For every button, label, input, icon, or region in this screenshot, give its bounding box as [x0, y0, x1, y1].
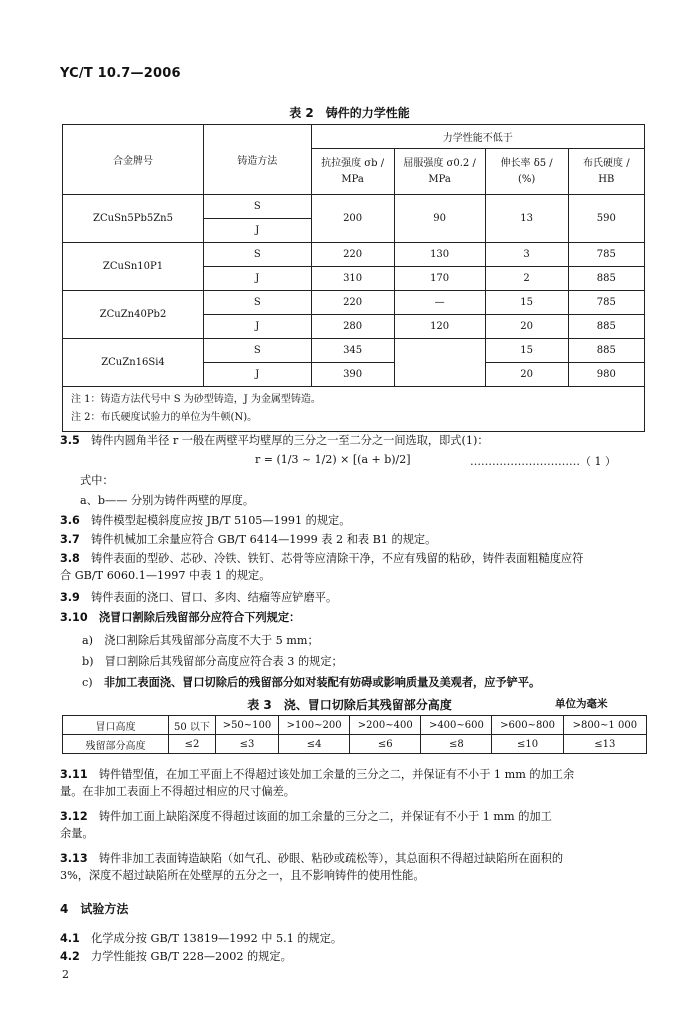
- alloy-cell: ZCuSn5Pb5Zn5: [63, 195, 204, 243]
- note-1: 注 1：铸造方法代号中 S 为砂型铸造，J 为金属型铸造。: [71, 394, 321, 405]
- hardness-cell: 885: [568, 315, 644, 339]
- clause-4-1: 4.1 化学成分按 GB/T 13819—1992 中 5.1 的规定。: [60, 932, 343, 945]
- list-item: c) 非加工表面浇、冒口切除后的残留部分如对装配有妨碍或影响质量及美观者，应予铲平。: [82, 676, 541, 689]
- note-2: 注 2：布氏硬度试验力的单位为牛顿(N)。: [71, 412, 258, 423]
- list-item: a) 浇口割除后其残留部分高度不大于 5 mm；: [82, 634, 319, 647]
- section-4-heading: 4 试验方法: [60, 902, 129, 916]
- where-label: 式中：: [80, 474, 114, 487]
- table-row: [63, 291, 645, 315]
- method-cell: S: [204, 291, 312, 315]
- method-cell: S: [204, 243, 312, 267]
- tensile-cell: 220: [311, 291, 394, 315]
- table-cell: >400~600: [421, 716, 492, 735]
- yield-cell: 170: [394, 267, 485, 291]
- header-hardness: 布氏硬度 / HB: [568, 149, 644, 195]
- tensile-cell: 390: [311, 363, 394, 387]
- yield-cell: 90: [394, 195, 485, 243]
- method-cell: S: [204, 195, 312, 219]
- method-cell: J: [204, 267, 312, 291]
- clause-3-7: 3.7 铸件机械加工余量应符合 GB/T 6414—1999 表 2 和表 B1 的规定。: [60, 533, 437, 546]
- clause-3-12: 3.12 铸件加工面上缺陷深度不得超过该面的加工余量的三分之二，并保证有不小于 1 mm 的加工 余量。: [60, 810, 552, 840]
- table2-title: 表 2 铸件的力学性能: [289, 106, 410, 120]
- yield-cell: [394, 339, 485, 387]
- table-row: [63, 195, 645, 219]
- yield-cell: 130: [394, 243, 485, 267]
- header-yield: 屈服强度 σ0.2 / MPa: [394, 149, 485, 195]
- table-cell: >800~1 000: [563, 716, 646, 735]
- table-cell: >600~800: [492, 716, 563, 735]
- page-number: 2: [62, 968, 69, 981]
- hardness-cell: 885: [568, 339, 644, 363]
- table-row: [63, 735, 647, 754]
- method-cell: J: [204, 363, 312, 387]
- elongation-cell: 15: [485, 339, 568, 363]
- hardness-cell: 785: [568, 291, 644, 315]
- alloy-cell: ZCuZn16Si4: [63, 339, 204, 387]
- clause-4-2: 4.2 力学性能按 GB/T 228—2002 的规定。: [60, 950, 292, 963]
- table3-title: 表 3 浇、冒口切除后其残留部分高度: [247, 698, 452, 712]
- table-cell: ≤2: [169, 735, 216, 754]
- hardness-cell: 590: [568, 195, 644, 243]
- header-alloy: 合金牌号: [63, 125, 204, 195]
- method-cell: J: [204, 315, 312, 339]
- elongation-cell: 3: [485, 243, 568, 267]
- clause-3-8: 3.8 铸件表面的型砂、芯砂、冷铁、铁钉、芯骨等应清除干净，不应有残留的粘砂，铸件表面粗糙度应符 合 GB/T 6060.1—1997 中表 1 的规定。: [60, 552, 584, 582]
- elongation-cell: 15: [485, 291, 568, 315]
- clause-3-6: 3.6 铸件模型起模斜度应按 JB/T 5105—1991 的规定。: [60, 514, 351, 527]
- table-cell: ≤4: [279, 735, 350, 754]
- standard-number: YC/T 10.7—2006: [60, 66, 181, 81]
- table-cell: ≤8: [421, 735, 492, 754]
- header-elongation: 伸长率 δ5 / (%): [485, 149, 568, 195]
- tensile-cell: 310: [311, 267, 394, 291]
- table-cell: ≤6: [350, 735, 421, 754]
- row-label: 冒口高度: [63, 716, 169, 735]
- clause-3-5: 3.5 铸件内圆角半径 r 一般在两壁平均壁厚的三分之一至二分之一间选取，即式(1)：: [60, 434, 489, 447]
- table-row: [63, 716, 647, 735]
- list-item: b) 冒口割除后其残留部分高度应符合表 3 的规定；: [82, 655, 343, 668]
- yield-cell: 120: [394, 315, 485, 339]
- clause-3-9: 3.9 铸件表面的浇口、冒口、多肉、结瘤等应铲磨平。: [60, 591, 338, 604]
- method-cell: J: [204, 219, 312, 243]
- table3-unit: 单位为毫米: [555, 698, 608, 710]
- row-label: 残留部分高度: [63, 735, 169, 754]
- hardness-cell: 785: [568, 243, 644, 267]
- table-row: [63, 243, 645, 267]
- table-cell: >100~200: [279, 716, 350, 735]
- method-cell: S: [204, 339, 312, 363]
- elongation-cell: 2: [485, 267, 568, 291]
- elongation-cell: 20: [485, 315, 568, 339]
- table-cell: >50~100: [215, 716, 278, 735]
- alloy-cell: ZCuZn40Pb2: [63, 291, 204, 339]
- mechanical-properties-table: [62, 124, 645, 432]
- table-cell: ≤3: [215, 735, 278, 754]
- tensile-cell: 200: [311, 195, 394, 243]
- formula-number: …………………………（ 1 ）: [470, 455, 616, 468]
- where-definition: a、b—— 分别为铸件两壁的厚度。: [80, 494, 255, 507]
- table-notes: [63, 387, 645, 432]
- riser-residual-table: [62, 715, 647, 754]
- tensile-cell: 280: [311, 315, 394, 339]
- formula-1: r = (1/3 ~ 1/2) × [(a + b)/2]: [255, 453, 411, 466]
- table-cell: 50 以下: [169, 716, 216, 735]
- table-cell: >200~400: [350, 716, 421, 735]
- elongation-cell: 20: [485, 363, 568, 387]
- clause-3-13: 3.13 铸件非加工表面铸造缺陷（如气孔、砂眼、粘砂或疏松等），其总面积不得超过缺陷所在面积的 3%，深度不超过缺陷所在处壁厚的五分之一，且不影响铸件的使用性能。: [60, 852, 564, 882]
- hardness-cell: 885: [568, 267, 644, 291]
- yield-cell: —: [394, 291, 485, 315]
- elongation-cell: 13: [485, 195, 568, 243]
- header-method: 铸造方法: [204, 125, 312, 195]
- hardness-cell: 980: [568, 363, 644, 387]
- tensile-cell: 345: [311, 339, 394, 363]
- clause-3-10: 3.10 浇冒口割除后残留部分应符合下列规定：: [60, 611, 301, 624]
- alloy-cell: ZCuSn10P1: [63, 243, 204, 291]
- table-cell: ≤10: [492, 735, 563, 754]
- table-row: [63, 339, 645, 363]
- header-tensile: 抗拉强度 σb / MPa: [311, 149, 394, 195]
- clause-3-11: 3.11 铸件错型值，在加工平面上不得超过该处加工余量的三分之二，并保证有不小于 1 mm 的加工余 量。在非加工表面上不得超过相应的尺寸偏差。: [60, 768, 575, 798]
- table-cell: ≤13: [563, 735, 646, 754]
- header-group: 力学性能不低于: [311, 125, 644, 149]
- tensile-cell: 220: [311, 243, 394, 267]
